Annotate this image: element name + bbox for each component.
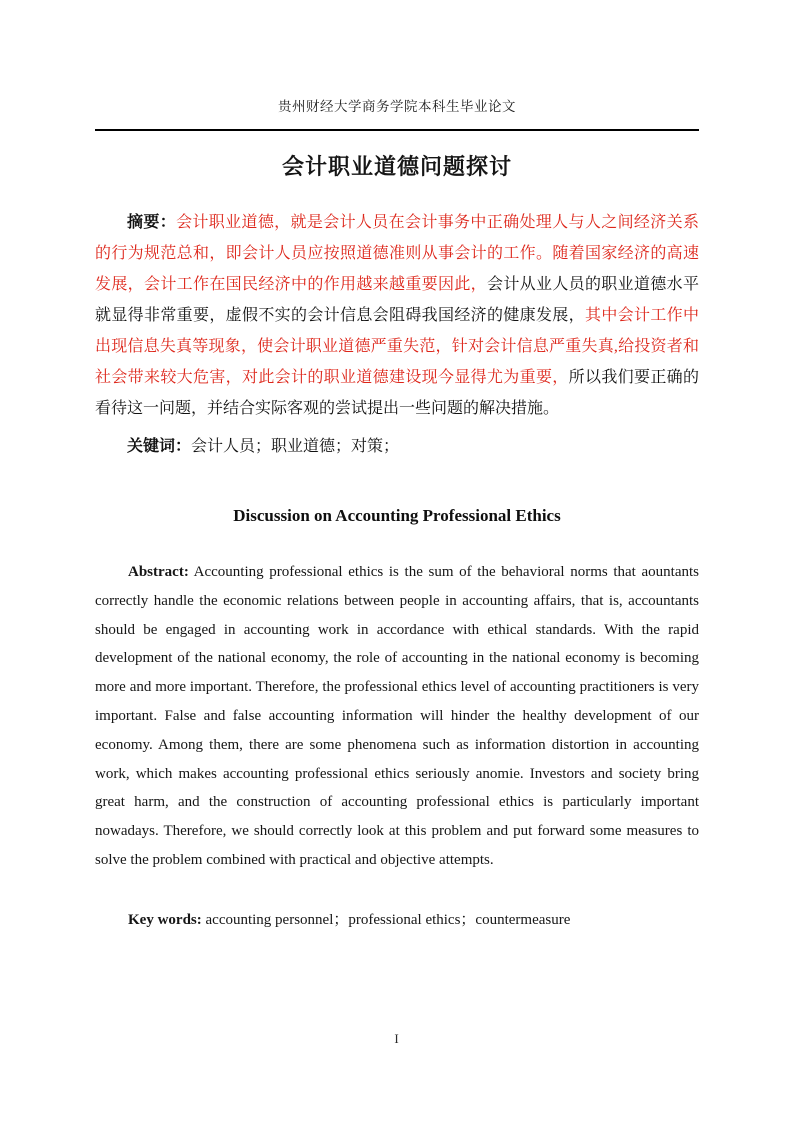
header-rule [95, 129, 699, 131]
abstract-cn-segment-black: 会计从业人员的职业道德水平就显得非常重要，虚假不实的会计信息会阻碍我国经济的健康发展， [95, 276, 699, 324]
page-number: I [394, 1031, 399, 1046]
abstract-cn-segment-black: 所以我们要正确的看待这一问题，并结合实际客观的尝试提出一些问题的解决措施。 [95, 369, 699, 417]
abstract-en-label: Abstract: [128, 564, 189, 580]
running-head: 贵州财经大学商务学院本科生毕业论文 [278, 99, 516, 114]
abstract-cn-segments [95, 214, 699, 417]
keywords-en-label: Key words: [128, 911, 202, 928]
abstract-en-paragraph [95, 558, 699, 875]
keywords-cn-line [95, 435, 699, 459]
abstract-cn-segment-red: 会计职业道德，就是会计人员在会计事务中正确处理人与人之间经济关系的行为规范总和，即会计人员应按照道德准则从事会计的工作。随着国家经济的高速发展，会计工作在国民经济中的作用越来越重要因此， [95, 214, 699, 293]
thesis-title-en: Discussion on Accounting Professional Ethics [233, 506, 561, 525]
abstract-cn-paragraph [95, 207, 699, 424]
thesis-title-cn: 会计职业道德问题探讨 [281, 154, 512, 179]
abstract-cn-label: 摘要： [127, 214, 177, 231]
abstract-cn-segment-red: 其中会计工作中出现信息失真等现象，使会计职业道德严重失范，针对会计信息严重失真,给投资者和社会带来较大危害，对此会计的职业道德建设现今显得尤为重要， [95, 307, 699, 386]
keywords-cn-label: 关键词： [127, 438, 192, 455]
keywords-cn-text: 会计人员；职业道德；对策； [191, 438, 400, 455]
keywords-en-text: accounting personnel；professional ethics；countermeasure [205, 911, 571, 928]
keywords-en-line [95, 908, 699, 932]
abstract-en-text: Accounting professional ethics is the sum of the behavioral norms that aountants correctly handle the economic relations between people in accounting affairs, that is, accountants should be engaged in accounting work in accordance with ethical standards. With the rapid development of the national economy, the role of accounting in the national economy is becoming more and more important. Therefore, the professional ethics level of accounting practitioners is very important. False and false accounting information will hinder the healthy development of our economy. Among them, there are some phenomena such as information distortion in accounting work, which makes accounting professional ethics seriously anomie. Investors and society bring great harm, and the construction of accounting professional ethics is particularly important nowadays. Therefore, we should correctly look at this problem and put forward some measures to solve the problem combined with practical and objective attempts. [95, 564, 699, 868]
